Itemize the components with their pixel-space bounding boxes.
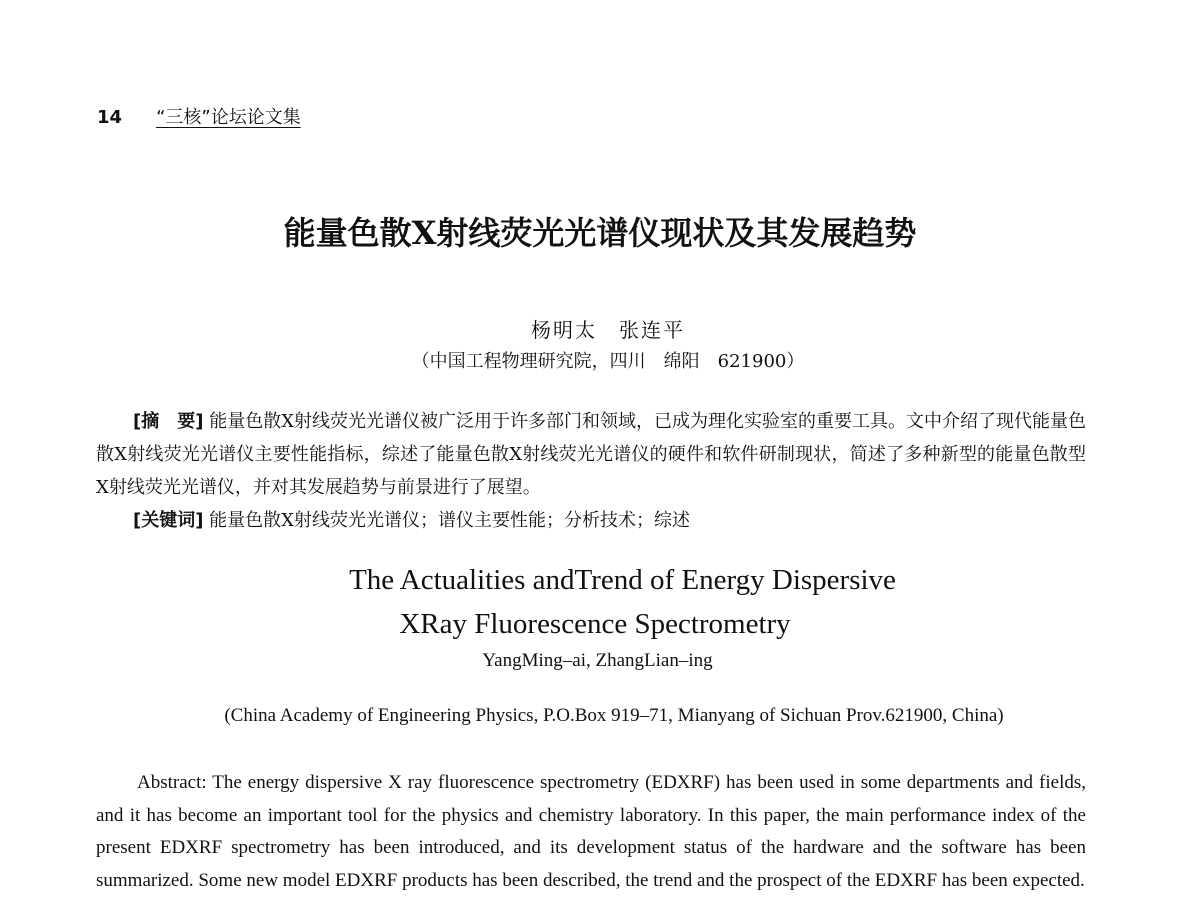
page-number: 14 [97, 107, 123, 128]
chinese-affiliation: （中国工程物理研究院，四川 绵阳 621900） [411, 351, 805, 372]
chinese-abstract [96, 405, 1086, 504]
chinese-keywords [96, 504, 1123, 537]
chinese-keywords-text: 能量色散X射线荧光光谱仪；谱仪主要性能；分析技术；综述 [203, 510, 690, 531]
chinese-abstract-label: [摘 要] [133, 411, 204, 432]
chinese-abstract-text: 能量色散X射线荧光光谱仪被广泛用于许多部门和领域，已成为理化实验室的重要工具。文中介绍了现代能量色散X射线荧光光谱仪主要性能指标，综述了能量色散X射线荧光光谱仪的硬件和软件研制现状，简述了多种新型的能量色散型X射线荧光光谱仪，并对其发展趋势与前景进行了展望。 [96, 411, 1087, 498]
chinese-title: 能量色散X射线荧光光谱仪现状及其发展趋势 [283, 214, 917, 252]
english-abstract: Abstract: The energy dispersive X ray fluorescence spectrometry (EDXRF) has been used in some departments and fields, and it has become an important tool for the physics and chemistry laboratory. In this paper, the main performance index of the present EDXRF spectrometry has been introduced, and its development status of the hardware and the software has been summarized. Some new model EDXRF products has been described, the trend and the prospect of the EDXRF has been expected. [96, 772, 1086, 891]
english-affiliation: (China Academy of Engineering Physics, P.O.Box 919–71, Mianyang of Sichuan Prov.621900, China) [224, 705, 1004, 726]
english-title-line-2: XRay Fluorescence Spectrometry [399, 608, 791, 640]
english-authors: YangMing–ai, ZhangLian–ing [482, 650, 713, 671]
english-title-line-1: The Actualities andTrend of Energy Dispersive [349, 564, 896, 596]
chinese-keywords-label: [关键词] [133, 510, 204, 531]
chinese-authors: 杨明太 张连平 [531, 318, 685, 342]
journal-name: “三核”论坛论文集 [156, 107, 301, 128]
running-header [97, 103, 301, 129]
